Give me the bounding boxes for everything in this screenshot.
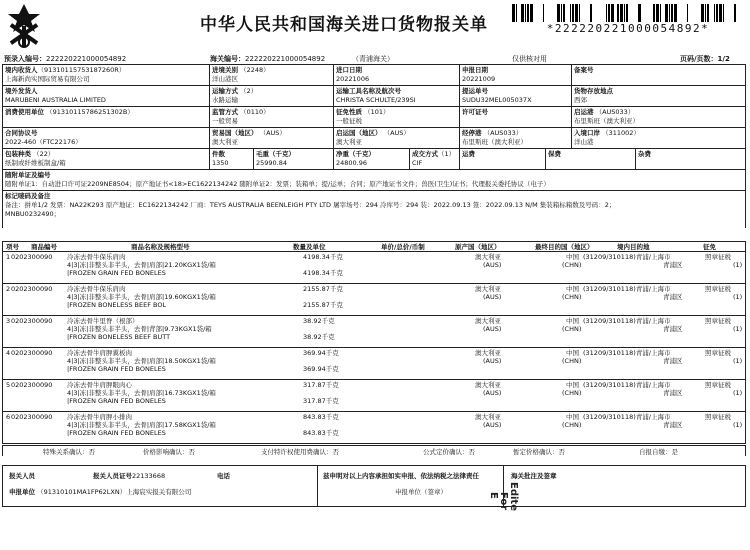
item-quantity: 38.92千克 [303, 317, 335, 325]
bill-of-lading-cell: 提运单号 SUDU32MEL005037X [459, 86, 571, 106]
item-code: 0202300090 [11, 253, 53, 261]
gross-weight-cell: 毛重（千克） 25990.84 [253, 149, 333, 169]
entry-place-cell: 入境口岸 （311002） 洋山港 [571, 128, 745, 148]
col-origin: 原产国（地区） [455, 243, 501, 251]
stamp-line-1: For E [488, 492, 509, 511]
item-origin: 澳大利亚 [475, 413, 501, 421]
legal-statement: 兹申明对以上内容承担如实申报、依法纳税之法律责任 [323, 472, 479, 480]
goods-table [2, 241, 746, 444]
item-domestic-dest-2: 青浦区 [663, 293, 683, 301]
trade-country-cell: 贸易国（地区） （AUS） 澳大利亚 [209, 128, 333, 148]
insurance-cell: 保费 [545, 149, 635, 169]
contract-cell: 合同协议号 2022-460（FTC22176） [5, 129, 82, 146]
item-destination: 中国 [566, 253, 579, 261]
item-origin: 澳大利亚 [475, 285, 501, 293]
item-quantity: 843.83千克 [303, 413, 339, 421]
item-tax-code: (1) [733, 293, 743, 301]
item-quantity: 4198.34千克 [303, 253, 343, 261]
item-english-name: |FROZEN GRAIN FED BONELES [67, 365, 166, 373]
customs-name: （青浦海关） [352, 55, 394, 63]
item-number: 3 [6, 317, 11, 325]
item-origin-code: (AUS) [483, 293, 502, 301]
item-tax-mode: 照章征税 [705, 349, 731, 357]
marks-remarks: 标记唛码及备注 备注：拼单1/2 发票：NA22K293 原产地证：EC1622134242 厂商：TEYS AUSTRALIA BEENLEIGH PTY LTD 屠宰场号：294 冷库号：294 装：2022.09.13 签：2022.09.13 N/M 集装箱标箱数及号码：2； MNBU0232490； [5, 192, 616, 218]
col-domestic: 境内目的地 [617, 243, 650, 251]
item-origin: 澳大利亚 [475, 349, 501, 357]
item-domestic-dest: (31209/310118)青浦/上海市 [583, 317, 671, 325]
item-spec: 4|3|冻|非整头非半头，去骨|肩部|16.73KGX1袋/箱 [67, 389, 216, 397]
package-cell: 包装种类 （22） 纸制或纤维板制盒/箱 [5, 150, 66, 167]
item-number: 5 [6, 381, 11, 389]
page-count: 页码/页数：1/2 [680, 55, 730, 63]
declare-date-cell: 申报日期 20221009 [459, 65, 571, 85]
item-quantity-2: 843.83千克 [303, 429, 339, 437]
goods-row [3, 252, 745, 284]
item-destination: 中国 [566, 413, 579, 421]
stamp-line-2: Edite [508, 482, 519, 511]
item-destination-code: (CHN) [562, 261, 582, 269]
goods-row [3, 316, 745, 348]
item-spec: 4|3|冻|非整头非半头，去骨|肩部|18.50KGX1袋/箱 [67, 357, 216, 365]
formula-price: 公式定价确认：否 [423, 448, 475, 456]
misc-fee-cell: 杂费 [635, 149, 745, 169]
item-english-name: |FROZEN GRAIN FED BONELES [67, 269, 166, 277]
declaring-unit: 申报单位 （91310101MA1FP62LXN）上海宸实报关有限公司 [9, 488, 192, 496]
item-english-name: |FROZEN GRAIN FED BONELES [67, 397, 166, 405]
item-destination: 中国 [566, 285, 579, 293]
supervision-cell: 监管方式 （0110） 一般贸易 [209, 107, 333, 127]
item-tax-code: (1) [733, 421, 743, 429]
item-destination-code: (CHN) [562, 389, 582, 397]
col-code: 商品编号 [31, 243, 57, 251]
declarant-number: 报关人员证号22133668 [93, 472, 166, 480]
item-origin-code: (AUS) [483, 389, 502, 397]
royalty-confirm: 支付特许权使用费确认：否 [261, 448, 339, 456]
item-domestic-dest: (31209/310118)青浦/上海市 [583, 253, 671, 261]
item-origin-code: (AUS) [483, 421, 502, 429]
goods-row [3, 348, 745, 380]
goods-table-header [3, 242, 745, 252]
pieces-cell: 件数 1350 [209, 149, 253, 169]
item-destination-code: (CHN) [562, 421, 582, 429]
col-name: 商品名称及规格型号 [131, 243, 190, 251]
item-quantity: 369.94千克 [303, 349, 339, 357]
item-spec: 4|3|冻|非整头非半头，去骨|肩部|21.20KGX1袋/箱 [67, 261, 216, 269]
item-destination: 中国 [566, 349, 579, 357]
pre-entry-number: 预录入编号：222220221000054892 [4, 55, 127, 63]
item-domestic-dest-2: 青浦区 [663, 421, 683, 429]
item-origin: 澳大利亚 [475, 253, 501, 261]
price-influence: 价格影响确认：否 [143, 448, 195, 456]
barcode-icon [512, 4, 744, 22]
item-domestic-dest-2: 青浦区 [663, 325, 683, 333]
declaration-fields [2, 64, 746, 228]
item-name: 冷冻去骨牛肩胛小排肉 [67, 413, 132, 421]
item-domestic-dest: (31209/310118)青浦/上海市 [583, 349, 671, 357]
item-quantity: 317.87千克 [303, 381, 339, 389]
item-origin-code: (AUS) [483, 261, 502, 269]
item-tax-mode: 照章征税 [705, 413, 731, 421]
item-domestic-dest: (31209/310118)青浦/上海市 [583, 285, 671, 293]
item-code: 0202300090 [11, 349, 53, 357]
col-price: 单价/总价/币制 [381, 243, 425, 251]
item-code: 0202300090 [11, 413, 53, 421]
item-domestic-dest-2: 青浦区 [663, 357, 683, 365]
record-no-cell: 备案号 [571, 65, 745, 85]
item-name: 冷冻去骨牛保乐肩肉 [67, 285, 126, 293]
item-english-name: |FROZEN BONELESS BEEF BUTT [67, 333, 171, 341]
item-name: 冷冻去骨牛保乐肩肉 [67, 253, 126, 261]
goods-row [3, 412, 745, 444]
depart-port-cell: 启运港 （AUS033） 布里斯班（澳大利亚） [571, 107, 745, 127]
license-cell: 许可证号 [459, 107, 571, 127]
item-domestic-dest-2: 青浦区 [663, 389, 683, 397]
origin-country-cell: 启运国（地区） （AUS） 澳大利亚 [333, 128, 459, 148]
item-destination-code: (CHN) [562, 293, 582, 301]
col-dest: 最终目的国（地区） [535, 243, 594, 251]
item-number: 4 [6, 349, 11, 357]
confirmations [2, 445, 746, 456]
item-destination: 中国 [566, 381, 579, 389]
item-name: 冷冻去骨牛肩胛翼板肉 [67, 349, 132, 357]
item-destination-code: (CHN) [562, 357, 582, 365]
item-number: 1 [6, 253, 11, 261]
item-origin-code: (AUS) [483, 325, 502, 333]
item-quantity-2: 4198.34千克 [303, 269, 343, 277]
item-english-name: |FROZEN BONELESS BEEF BOL [67, 301, 167, 309]
goods-row [3, 284, 745, 316]
item-quantity-2: 38.92千克 [303, 333, 335, 341]
self-report: 自报自缴：是 [639, 448, 678, 456]
document-title: 中华人民共和国海关进口货物报关单 [200, 15, 488, 35]
item-number: 6 [6, 413, 11, 421]
goods-row [3, 380, 745, 412]
consignee-cell: 境内收货人（91310115753187260R） 上海新尚实国际贸易有限公司 [5, 66, 126, 83]
import-date-cell: 进口日期 20221006 [333, 65, 459, 85]
unit-signature: 申报单位（签章） [395, 488, 447, 496]
verify-note: 仅供核对用 [512, 55, 547, 63]
item-tax-code: (1) [733, 325, 743, 333]
item-tax-code: (1) [733, 357, 743, 365]
item-destination-code: (CHN) [562, 325, 582, 333]
item-spec: 4|3|冻|非整头非半头，去骨|背部|9.73KGX1袋/箱 [67, 325, 212, 333]
item-destination: 中国 [566, 317, 579, 325]
attached-documents: 随附单证及编号 随附单证1：自动进口许可证2209NE8504；原产地证书<18>EC1622134242 随附单证2：发票；装箱单；提/运单；合同；原产地证书文件；兽医(卫生)证书；代理报关委托协议（电子） [5, 171, 550, 188]
item-domestic-dest-2: 青浦区 [663, 261, 683, 269]
item-name: 冷冻去骨牛肩胛眼肉心 [67, 381, 132, 389]
col-qty: 数量及单位 [293, 243, 326, 251]
special-relation: 特殊关系确认：否 [43, 448, 95, 456]
declaration-footer [2, 465, 746, 507]
item-domestic-dest: (31209/310118)青浦/上海市 [583, 381, 671, 389]
phone-label: 电话 [217, 472, 230, 480]
vessel-cell: 运输工具名称及航次号 CHRISTA SCHULTE/239SI [333, 86, 459, 106]
col-tax: 征免 [703, 243, 716, 251]
item-domestic-dest: (31209/310118)青浦/上海市 [583, 413, 671, 421]
barcode-text: *222220221000054892* [546, 22, 710, 35]
customs-number: 海关编号：222220221000054892 [210, 55, 326, 63]
storage-cell: 货物存放地点 西郊 [571, 86, 745, 106]
col-item-no: 项号 [6, 243, 19, 251]
item-quantity-2: 2155.87千克 [303, 301, 343, 309]
item-english-name: |FROZEN GRAIN FED BONELES [67, 429, 166, 437]
transport-mode-cell: 运输方式 （2） 水路运输 [209, 86, 333, 106]
consumer-cell: 消费使用单位 （91310115786251302B） [5, 108, 134, 116]
item-code: 0202300090 [11, 381, 53, 389]
provisional-price: 暂定价格确认：否 [513, 448, 565, 456]
item-name: 冷冻去骨牛里脊（根部） [67, 317, 139, 325]
item-tax-mode: 照章征税 [705, 317, 731, 325]
item-number: 2 [6, 285, 11, 293]
declarant-label: 报关人员 [9, 472, 35, 480]
shipper-cell: 境外发货人 MARUBENI AUSTRALIA LIMITED [5, 87, 106, 104]
item-quantity-2: 369.94千克 [303, 365, 339, 373]
item-quantity-2: 317.87千克 [303, 397, 339, 405]
net-weight-cell: 净重（千克） 24800.96 [333, 149, 409, 169]
customs-emblem-icon [2, 2, 46, 50]
transit-port-cell: 经停港 （AUS033） 布里斯班（澳大利亚） [459, 128, 571, 148]
item-spec: 4|3|冻|非整头非半头，去骨|肩部|17.58KGX1袋/箱 [67, 421, 216, 429]
freight-cell: 运费 [459, 149, 545, 169]
item-code: 0202300090 [11, 317, 53, 325]
item-code: 0202300090 [11, 285, 53, 293]
item-tax-mode: 照章征税 [705, 285, 731, 293]
item-origin-code: (AUS) [483, 357, 502, 365]
tax-nature-cell: 征免性质 （101） 一般征税 [333, 107, 459, 127]
item-tax-code: (1) [733, 389, 743, 397]
entry-port-cell: 进境关别 （2248） 洋山港区 [209, 65, 333, 85]
item-quantity: 2155.87千克 [303, 285, 343, 293]
item-tax-mode: 照章征税 [705, 253, 731, 261]
item-origin: 澳大利亚 [475, 381, 501, 389]
deal-mode-cell: 成交方式（1） CIF [409, 149, 459, 169]
item-origin: 澳大利亚 [475, 317, 501, 325]
item-spec: 4|3|冻|非整头非半头，去骨|肩部|19.60KGX1袋/箱 [67, 293, 216, 301]
item-tax-code: (1) [733, 261, 743, 269]
customs-annotation: 海关批注及签章 [511, 472, 557, 480]
item-tax-mode: 照章征税 [705, 381, 731, 389]
